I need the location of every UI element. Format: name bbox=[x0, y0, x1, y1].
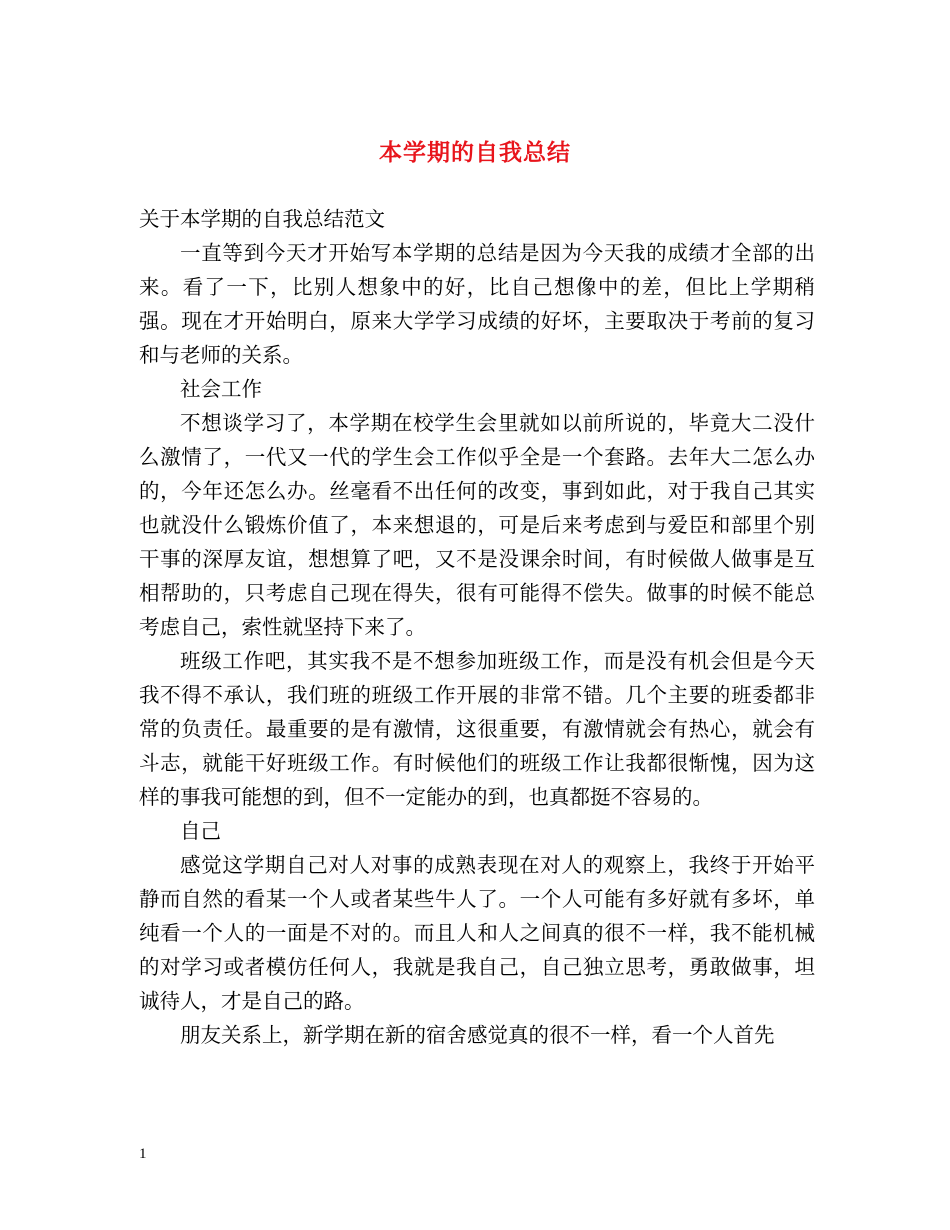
paragraph-4: 感觉这学期自己对人对事的成熟表现在对人的观察上，我终于开始平静而自然的看某一个人或者某些牛人了。一个人可能有多好就有多坏，单纯看一个人的一面是不对的。而且人和人之间真的很不一样，我不能机械的对学习或者模仿任何人，我就是我自己，自己独立思考，勇敢做事，坦诚待人，才是自己的路。 bbox=[139, 853, 815, 1013]
paragraph-2: 不想谈学习了，本学期在校学生会里就如以前所说的，毕竟大二没什么激情了，一代又一代的学生会工作似乎全是一个套路。去年大二怎么办的，今年还怎么办。丝毫看不出任何的改变，事到如此，对于我自己其实也就没什么锻炼价值了，本来想退的，可是后来考虑到与爱臣和部里个别干事的深厚友谊，想想算了吧，又不是没课余时间，有时候做人做事是互相帮助的，只考虑自己现在得失，很有可能得不偿失。做事的时候不能总考虑自己，索性就坚持下来了。 bbox=[139, 411, 815, 639]
section-heading-self: 自己 bbox=[180, 819, 221, 843]
paragraph-3: 班级工作吧，其实我不是不想参加班级工作，而是没有机会但是今天我不得不承认，我们班的班级工作开展的非常不错。几个主要的班委都非常的负责任。最重要的是有激情，这很重要，有激情就会有热心，就会有斗志，就能干好班级工作。有时候他们的班级工作让我都很惭愧，因为这样的事我可能想的到，但不一定能办的到，也真都挺不容易的。 bbox=[139, 649, 815, 809]
document-body bbox=[139, 202, 815, 1052]
document-subtitle: 关于本学期的自我总结范文 bbox=[139, 207, 385, 231]
page-number: 1 bbox=[139, 1146, 147, 1162]
document-title: 本学期的自我总结 bbox=[379, 139, 571, 166]
paragraph-5: 朋友关系上，新学期在新的宿舍感觉真的很不一样，看一个人首先 bbox=[180, 1023, 775, 1047]
section-heading-social-work: 社会工作 bbox=[180, 377, 262, 401]
paragraph-1: 一直等到今天才开始写本学期的总结是因为今天我的成绩才全部的出来。看了一下，比别人想象中的好，比自己想像中的差，但比上学期稍强。现在才开始明白，原来大学学习成绩的好坏，主要取决于考前的复习和与老师的关系。 bbox=[139, 241, 815, 367]
